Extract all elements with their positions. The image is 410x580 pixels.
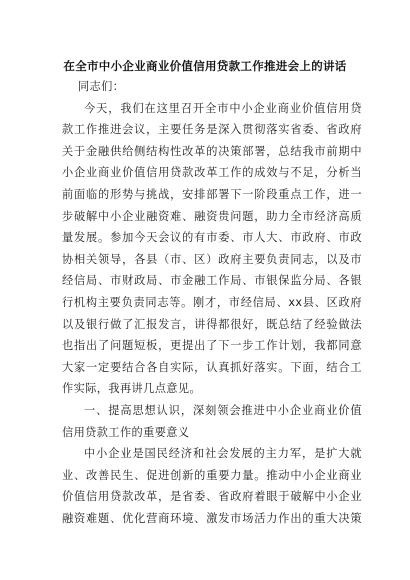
- text-line: 作实际，我再讲几点意见。: [62, 382, 202, 396]
- text-line: 步破解中小企业融资难、融资贵问题，助力全市经济高质: [62, 209, 362, 223]
- text-line: 关于金融供给侧结构性改革的决策部署，总结我市前期中: [62, 144, 362, 158]
- text-line: 协相关领导，各县（市、区）政府主要负责同志，以及市: [62, 252, 362, 266]
- text-line: 小企业商业价值信用贷款改革工作的成效与不足，分析当: [62, 166, 362, 180]
- text-line: 经信局、市财政局、市金融工作局、市银保监分局、各银: [62, 274, 362, 288]
- section-heading-cont: 信用贷款工作的重要意义: [62, 425, 190, 439]
- text-line: 款工作推进会议，主要任务是深入贯彻落实省委、省政府: [62, 123, 362, 137]
- text-line: 今天，我们在这里召开全市中小企业商业价值信用贷: [84, 101, 362, 115]
- text-line: 业、改善民生、促进创新的重要力量。推动中小企业商业: [62, 468, 362, 482]
- text-line: 量发展。参加今天会议的有市委、市人大、市政府、市政: [62, 231, 362, 245]
- salutation: 同志们：: [78, 80, 125, 93]
- text-line: 中小企业是国民经济和社会发展的主力军，是扩大就: [84, 447, 362, 461]
- document-body: [62, 76, 362, 529]
- text-line: 前面临的形势与挑战，安排部署下一阶段重点工作，进一: [62, 187, 362, 201]
- text-line: 价值信用贷款改革，是省委、省政府着眼于破解中小企业: [62, 490, 362, 504]
- section-heading: 一、提高思想认识，深刻领会推进中小企业商业价值: [84, 403, 362, 417]
- text-line: 大家一定要结合各自实际，认真抓好落实。下面，结合工: [62, 360, 362, 374]
- document-title: 在全市中小企业商业价值信用贷款工作推进会上的讲话: [63, 59, 347, 73]
- text-line: 行机构主要负责同志等。刚才，市经信局、xx县、区政府: [62, 295, 362, 309]
- text-line: 以及银行做了汇报发言，讲得都很好，既总结了经验做法: [62, 317, 362, 331]
- text-line: 也指出了问题短板，更提出了下一步工作计划，我都同意: [62, 339, 362, 353]
- text-line: 融资难题、优化营商环境、激发市场活力作出的重大决策: [62, 511, 362, 525]
